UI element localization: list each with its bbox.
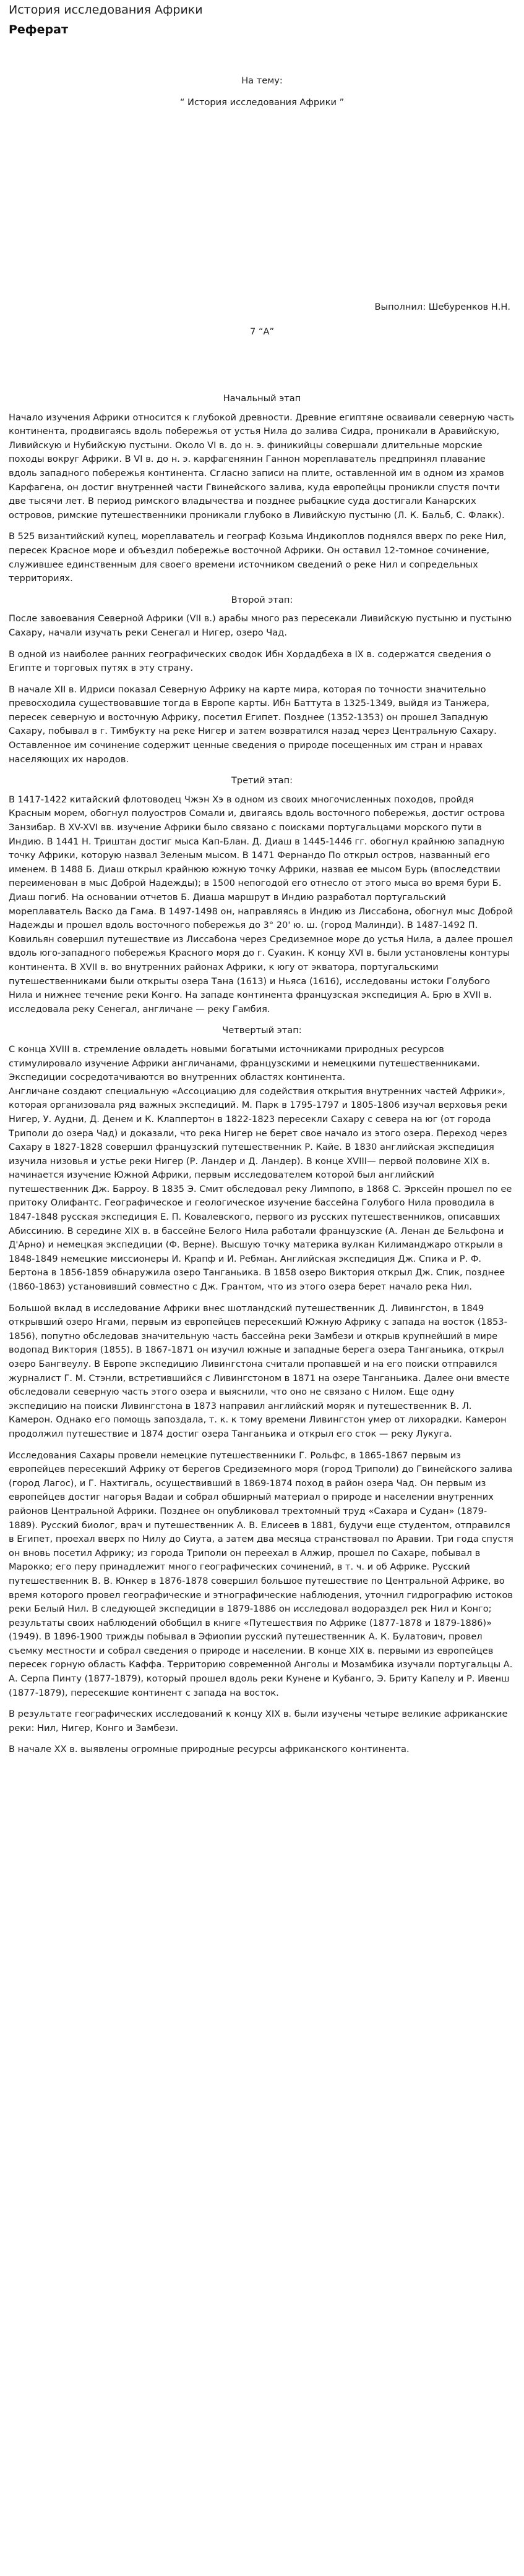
stage4-heading: Четвертый этап:: [222, 1025, 302, 1036]
stage2-paragraph-3: В начале XII в. Идриси показал Северную Африку на карте мира, которая по точности значительно превосходила существовавшие тогда в Европе карты. Ибн Баттута в 1325-1349, выйдя из Танжера, пересек северную и восточную Африку, посетил Египет. Позднее (1352-1353) он прошел Западную Сахару, побывал в г. Тимбукту на реке Нигер и затем возвратился назад через Центральную Сахару. Оставленное им сочинение содержит ценные сведения о природе посещенных им стран и нравах населяющих их народов.: [9, 684, 497, 765]
report-body: [9, 392, 515, 1764]
topic-label: На тему:: [241, 75, 283, 86]
stage4-paragraph-6: В результате географических исследований к концу XIX в. были изучены четыре великие африканские реки: Нил, Нигер, Конго и Замбези.: [9, 1709, 508, 1733]
stage3-heading: Третий этап:: [231, 775, 293, 786]
stage1-paragraph-1: Начало изучения Африки относится к глубокой древности. Древние египтяне осваивали северную часть континента, продвигаясь вдоль побережья от устья Нила до залива Сидра, проникали в Аравийскую, Ливийскую и Нубийскую пустыни. Около VI в. до н. э. финикийцы совершали длительные морские походы вокруг Африки. В VI в. до н. э. карфагенянин Ганнон мореплаватель предпринял плавание вдоль западного побережья континента. Сгласно записи на плите, оставленной им в одном из храмов Карфагена, он достиг внутренней части Гвинейского залива, куда европейцы проникли спустя почти две тысячи лет. В период римского владычества и позднее рыбацкие суда достигали Канарских островов, римские путешественники проникали глубоко в Ливийскую пустыню (Л. К. Бальб, С. Флакк).: [9, 412, 514, 521]
stage4-paragraph-5: Исследования Сахары провели немецкие путешественники Г. Рольфс, в 1865-1867 первым из европейцев пересекший Африку от берегов Средиземного моря (город Триполи) до Гвинейского залива (город Лагос), и Г. Нахтигаль, осуществивший в 1869-1874 поход в район озера Чад. Он первым из европейцев достиг нагорья Вадаи и собрал обширный материал о природе и населении внутренних районов Центральной Африки. Позднее он опубликовал трехтомный труд «Сахара и Судан» (1879-1889). Русский биолог, врач и путешественник А. В. Елисеев в 1881, будучи еще студентом, отправился в Египет, проехал вверх по Нилу до Сиута, а затем два месяца странствовал по Аравии. Три года спустя он вновь посетил Африку; из города Триполи он переехал в Алжир, прошел по Сахаре, побывал в Марокко; его перу принадлежит много географических сочинений, в т. ч. и об Африке. Русский путешественник В. В. Юнкер в 1876-1878 совершил большое путешествие по Центральной Африке, во время которого провел географические и этнографические наблюдения, уточнил гидрографию истоков реки Белый Нил. В следующей экспедиции в 1879-1886 он исследовал водораздел рек Нил и Конго; результаты своих наблюдений обобщил в книге «Путешествия по Африке (1877-1878 и 1879-1886)» (1949). В 1896-1900 трижды побывал в Эфиопии русский путешественник А. К. Булатович, провел съемку местности и собрал сведения о природе и населении. В конце XIX в. первыми из европейцев пересек горную область Каффа. Территорию современной Анголы и Мозамбика изучали португальцы А. А. Серпа Пинту (1877-1879), который прошел вдоль реки Кунене и Кубанго, Э. Бриту Капелу и Р. Ивенш (1877-1879), пересекшие континент с запада на восток.: [9, 1450, 513, 1698]
stage1-paragraph-2: В 525 византийский купец, мореплаватель и географ Козьма Индикоплов поднялся вверх по реке Нил, пересек Красное море и объездил побережье восточной Африки. Он оставил 12-томное сочинение, служившее единственным для своего времени источником сведений о реке Нил и сопредельных территориях.: [9, 531, 507, 584]
topic-name: “ История исследования Африки ”: [179, 97, 345, 108]
stage4-paragraph-7: В начале ХХ в. выявлены огромные природные ресурсы африканского континента.: [9, 1744, 410, 1755]
stage2-paragraph-1: После завоевания Северной Африки (VII в.) арабы много раз пересекали Ливийскую пустыню и пустыню Сахару, начали изучать реки Сенегал и Нигер, озеро Чад.: [9, 613, 512, 638]
stage2-paragraph-2: В одной из наиболее ранних географических сводок Ибн Хордадбеха в IX в. содержатся сведения о Египте и торговых путях в эту страну.: [9, 648, 491, 674]
stage1-heading: Начальный этап: [223, 393, 301, 404]
author-line: Выполнил: Шебуренков Н.Н.: [374, 302, 510, 312]
stage4-paragraph-1: С конца XVIII в. стремление овладеть новыми богатыми источниками природных ресурсов стимулировало изучение Африки англичанами, французскими и немецкими путешественниками.: [9, 1044, 480, 1069]
document-subtitle: Реферат: [9, 23, 68, 36]
stage3-paragraph-1: В 1417-1422 китайский флотоводец Чжэн Хэ в одном из своих многочисленных походов, пройдя Красным морем, обогнул полуостров Сомали и, двигаясь вдоль восточного побережья, достиг острова Занзибар. В XV-XVI вв. изучение Африки было связано с поисками португальцами морского пути в Индию. В 1441 Н. Триштан достиг мыса Кап-Блан. Д. Диаш в 1445-1446 гг. обогнул крайнюю западную точку Африки, которую назвал Зеленым мысом. В 1471 Фернандо По открыл остров, названный его именем. В 1488 Б. Диаш открыл крайнюю южную точку Африки, назвав ее мысом Бурь (впоследствии переименован в мыс Доброй Надежды); в 1500 непогодой его отнесло от этого мыса во время бури Б. Диаш погиб. На основании отчетов Б. Диаша маршрут в Индию разработал португальский мореплаватель Васко да Гама. В 1497-1498 он, направляясь в Индию из Лиссабона, обогнул мыс Доброй Надежды и прошел вдоль восточного побережья до 3° 20' ю. ш. (город Малинди). В 1487-1492 П. Ковильян совершил путешествие из Лиссабона через Средиземное море до устья Нила, а далее прошел вдоль юго-западного побережья Красного моря до г. Суакин. К концу XVI в. были установлены контуры континента. В XVII в. во внутренних районах Африки, к югу от экватора, португальскими путешественниками были открыты озера Тана (1613) и Ньяса (1616), исследованы истоки Голубого Нила и нижнее течение реки Конго. На западе континента французская экспедиция А. Брю в XVII в. исследовала реку Сенегал, англичане — реку Гамбия.: [9, 794, 513, 1014]
stage4-paragraph-4: Большой вклад в исследование Африки внес шотландский путешественник Д. Ливингстон, в 1849 открывший озеро Нгами, первым из европейцев пересекший Южную Африку с запада на восток (1853-1856), попутно обследовав значительную часть бассейна реки Замбези и открыв крупнейший в мире водопад Виктория (1855). В 1867-1871 он изучил южные и западные берега озера Танганьика, открыл озеро Бангвеулу. В Европе экспедицию Ливингстона считали пропавшей и на его поиски отправился журналист Г. М. Стэнли, встретившийся с Ливингстоном в 1871 на озере Танганьика. Далее они вместе обследовали северную часть этого озера и выяснили, что оно не связано с Нилом. Еще одну экспедицию на поиски Ливингстона в 1873 направил английский моряк и путешественник В. Л. Камерон. Однако его помощь запоздала, т. к. к тому времени Ливингстон умер от лихорадки. Камерон продолжил путешествие и 1874 достиг озера Танганьика и открыл его сток — реку Лукуга.: [9, 1303, 510, 1439]
class-group: 7 “А”: [249, 326, 275, 337]
stage4-paragraph-2: Экспедиции сосредотачиваются во внутренних областях континента.: [9, 1072, 345, 1083]
stage2-heading: Второй этап:: [231, 594, 293, 605]
stage4-paragraph-3: Англичане создают специальную «Ассоциацию для содействия открытия внутренних частей Африки», которая организовала ряд важных экспедиций. М. Парк в 1795-1797 и 1805-1806 изучал верховья реки Нигер, У. Аудни, Д. Денем и К. Клаппертон в 1822-1823 пересекли Сахару с севера на юг (от города Триполи до озера Чад) и доказали, что река Нигер не берет свое начало из этого озера. Переход через Сахару в 1827-1828 совершил французский путешественник Р. Кайе. В 1830 английская экспедиция изучила низовья и устье реки Нигер (Р. Ландер и Д. Ландер). В конце XVIII— первой половине XIX в. начинается изучение Южной Африки, первым исследователем которой был английский путешественник Дж. Барроу. В 1835 Э. Смит обследовал реку Лимпопо, в 1868 С. Эрксейн прошел по ее притоку Олифантс. Географическое и геологическое изучение бассейна Голубого Нила проводила в 1847-1848 русская экспедиция Е. П. Ковалевского, первого из русских путешественников, описавших Абиссинию. В середине XIX в. в бассейне Белого Нила работали французские (А. Ленан де Бельфона и Д'Арно) и немецкая экспедиции (Ф. Верне). Высшую точку материка вулкан Килиманджаро открыли в 1848-1849 немецкие миссионеры И. Крапф и И. Ребман. Английская экспедиция Дж. Спика и Р. Ф. Бертона в 1856-1859 обнаружила озеро Танганьика. В 1858 озеро Виктория открыл Дж. Спик, позднее (1860-1863) установивший совместно с Дж. Грантом, что из этого озера берет начало река Нил.: [9, 1086, 512, 1293]
document-title: История исследования Африки: [9, 3, 203, 17]
